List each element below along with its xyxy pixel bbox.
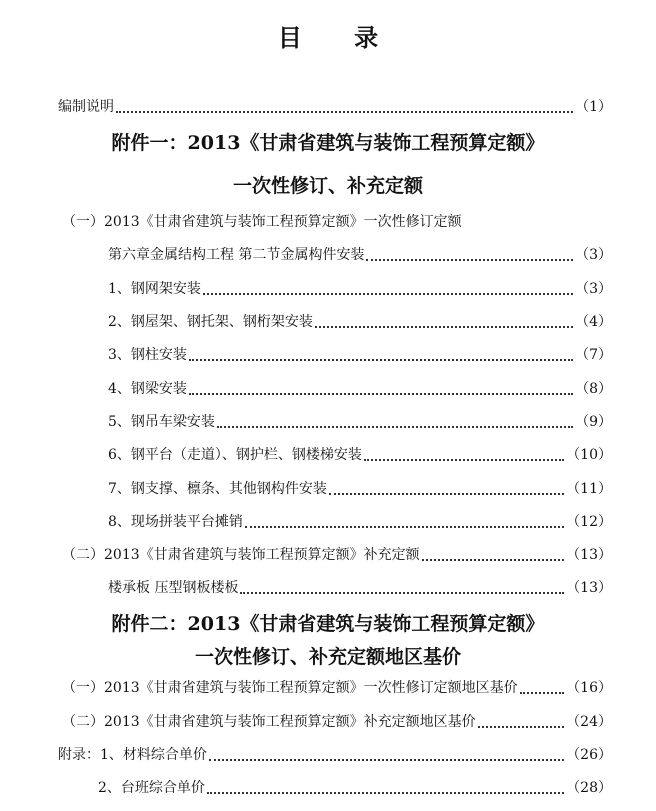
annex1-heading-line2: 一次性修订、补充定额: [232, 175, 423, 197]
toc-entry-page: （28）: [566, 780, 612, 796]
toc-entry-label: 6、钢平台（走道）、钢护栏、钢楼梯安装: [108, 447, 362, 463]
dot-leader: [209, 751, 564, 761]
dot-leader: [520, 684, 565, 694]
toc-entry-label: （二）2013《甘肃省建筑与装饰工程预算定额》补充定额地区基价: [62, 714, 476, 730]
toc-entry-label: 编制说明: [58, 99, 114, 115]
toc-entry-label: 附录：1、材料综合单价: [58, 747, 207, 763]
annex1-heading-line1: 附件一：2013《甘肃省建筑与装饰工程预算定额》: [111, 132, 545, 154]
toc-entry-label: 4、钢梁安装: [108, 381, 187, 397]
toc-entry-page: （24）: [566, 714, 612, 730]
toc-entry-page: （13）: [566, 580, 612, 596]
toc-entry-label: 2、钢屋架、钢托架、钢桁架安装: [108, 314, 313, 330]
toc-entry-page: （9）: [575, 414, 612, 430]
toc-entry-label: 7、钢支撑、檩条、其他钢构件安装: [108, 481, 327, 497]
toc-entry-item-7[interactable]: [108, 479, 612, 499]
dot-leader: [245, 518, 564, 528]
dot-leader: [116, 103, 573, 113]
toc-entry-label: （二）2013《甘肃省建筑与装饰工程预算定额》补充定额: [62, 547, 420, 563]
toc-entry-annex2-supplement[interactable]: [62, 712, 612, 732]
dot-leader: [240, 584, 564, 594]
toc-entry-item-8[interactable]: [108, 512, 612, 532]
page-title: 目 录: [277, 23, 401, 52]
toc-entry-page: （13）: [566, 547, 612, 563]
toc-entry-appendix-machines[interactable]: [98, 778, 612, 798]
toc-entry-chapter6[interactable]: [108, 245, 612, 265]
annex2-heading-line2: 一次性修订、补充定额地区基价: [194, 646, 461, 668]
toc-entry-item-2[interactable]: [108, 312, 612, 332]
toc-entry-page: （16）: [566, 680, 612, 696]
dot-leader: [366, 251, 573, 261]
dot-leader: [422, 551, 565, 561]
toc-entry-appendix-materials[interactable]: [58, 745, 612, 765]
toc-entry-label: 第六章金属结构工程 第二节金属构件安装: [108, 247, 365, 263]
dot-leader: [203, 285, 573, 295]
toc-entry-supplement[interactable]: [62, 545, 612, 565]
toc-entry-label: 8、现场拼装平台摊销: [108, 514, 243, 530]
toc-entry-item-3[interactable]: [108, 345, 612, 365]
dot-leader: [478, 718, 565, 728]
dot-leader: [364, 451, 564, 461]
toc-entry-label: 2、台班综合单价: [98, 780, 205, 796]
toc-entry-page: （1）: [575, 99, 612, 115]
toc-entry-item-6[interactable]: [108, 445, 612, 465]
toc-entry-item-4[interactable]: [108, 379, 612, 399]
toc-entry-page: （11）: [566, 481, 612, 497]
toc-entry-preface[interactable]: [58, 97, 612, 117]
toc-entry-floor-deck[interactable]: [108, 578, 612, 598]
dot-leader: [189, 385, 573, 395]
toc-entry-label: （一）2013《甘肃省建筑与装饰工程预算定额》一次性修订定额地区基价: [62, 680, 518, 696]
dot-leader: [217, 418, 573, 428]
toc-entry-label: 楼承板 压型钢板楼板: [108, 580, 239, 596]
dot-leader: [329, 485, 564, 495]
toc-entry-label: 5、钢吊车梁安装: [108, 414, 215, 430]
annex2-heading-line1: 附件二：2013《甘肃省建筑与装饰工程预算定额》: [111, 613, 545, 635]
dot-leader: [189, 351, 573, 361]
toc-section-1-title[interactable]: （一）2013《甘肃省建筑与装饰工程预算定额》一次性修订定额: [62, 214, 462, 230]
toc-entry-item-5[interactable]: [108, 412, 612, 432]
toc-entry-page: （7）: [575, 347, 612, 363]
toc-entry-page: （10）: [566, 447, 612, 463]
toc-entry-page: （8）: [575, 381, 612, 397]
dot-leader: [315, 318, 573, 328]
toc-entry-page: （3）: [575, 247, 612, 263]
toc-entry-label: 1、钢网架安装: [108, 281, 201, 297]
toc-entry-page: （26）: [566, 747, 612, 763]
dot-leader: [207, 784, 564, 794]
toc-entry-page: （4）: [575, 314, 612, 330]
toc-entry-label: 3、钢柱安装: [108, 347, 187, 363]
toc-entry-page: （3）: [575, 281, 612, 297]
toc-entry-page: （12）: [566, 514, 612, 530]
toc-entry-annex2-revision[interactable]: [62, 678, 612, 698]
toc-entry-item-1[interactable]: [108, 279, 612, 299]
